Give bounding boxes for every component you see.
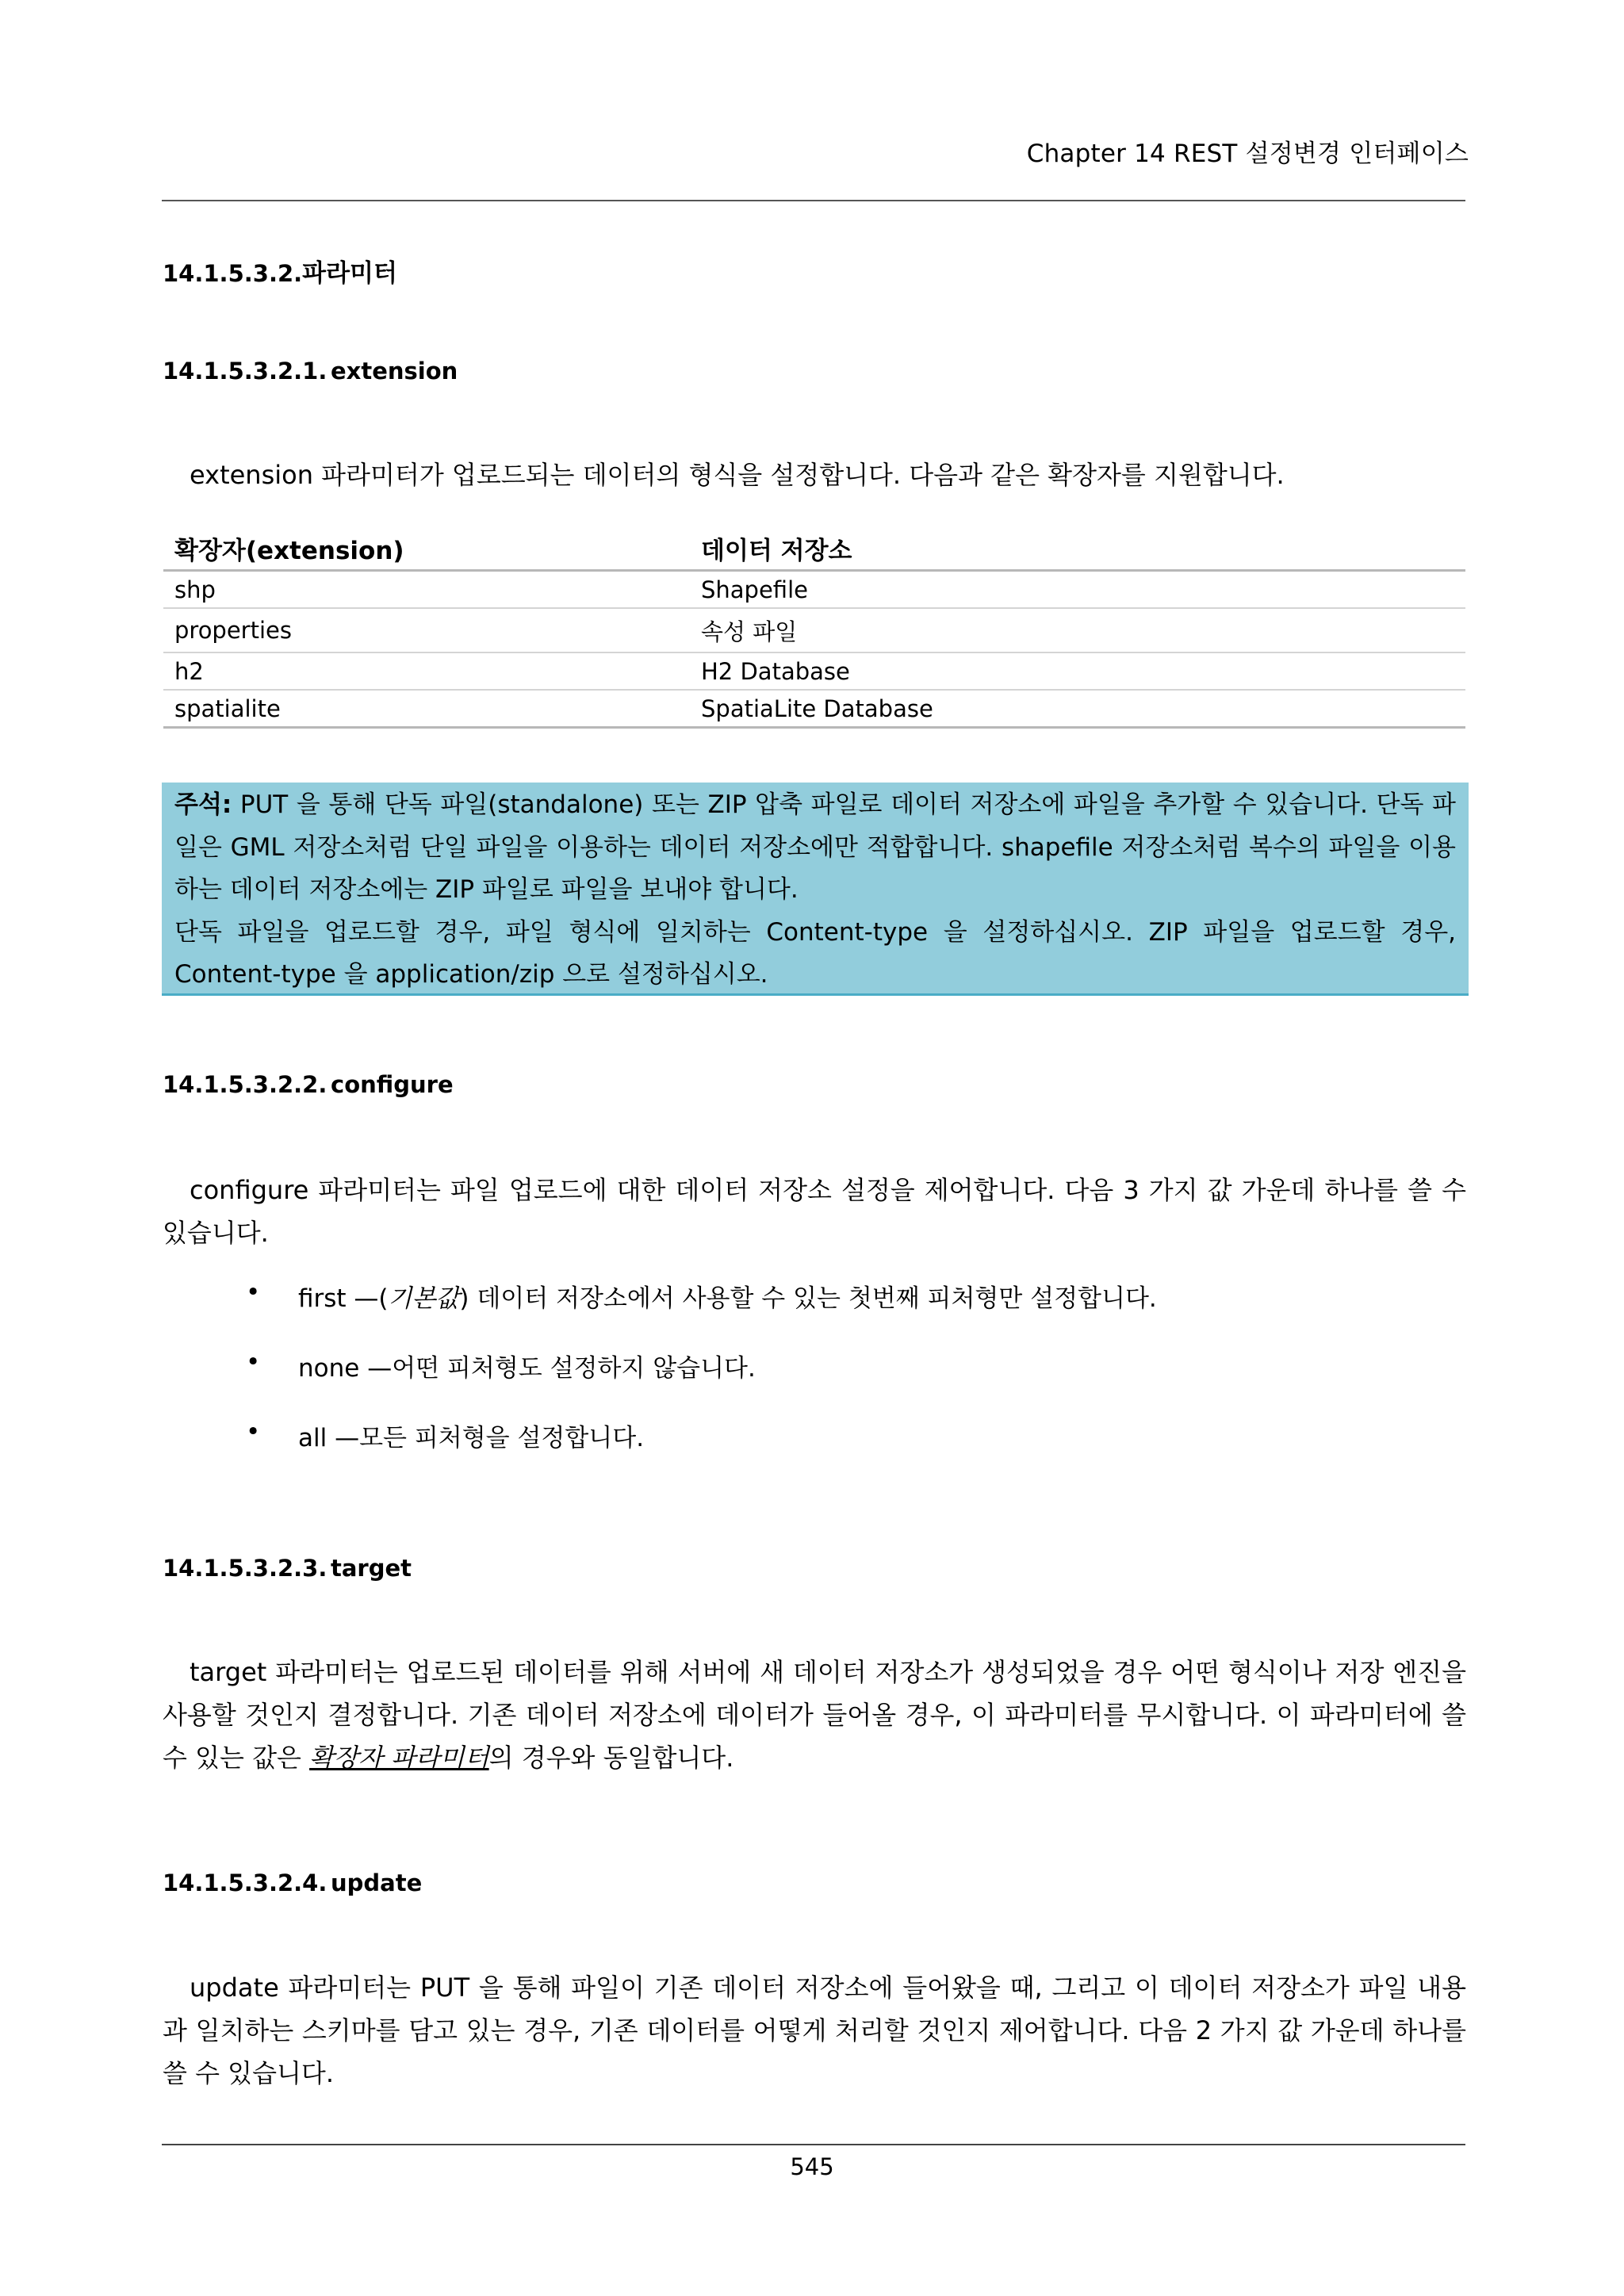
header-rule — [162, 200, 1465, 201]
section-heading-target: 14.1.5.3.2.3. target — [163, 1555, 412, 1582]
list-item: • none —어떤 피처형도 설정하지 않습니다. — [246, 1348, 756, 1383]
page-number: 545 — [790, 2153, 834, 2180]
table-row: h2 H2 Database — [163, 652, 1465, 690]
table-row: shp Shapefile — [163, 571, 1465, 609]
table-header-row — [163, 526, 1465, 571]
extension-param-link[interactable]: 확장자 파라미터 — [309, 1743, 489, 1773]
configure-intro: configure 파라미터는 파일 업로드에 대한 데이터 저장소 설정을 제어합니다. 다음 3 가지 값 가운데 하나를 쓸 수 있습니다. — [163, 1175, 1466, 1248]
section-heading-update: 14.1.5.3.2.4. update — [163, 1869, 423, 1896]
note-text-1: PUT 을 통해 단독 파일(standalone) 또는 ZIP 압축 파일로 데이터 저장소에 파일을 추가할 수 있습니다. 단독 파일은 GML 저장소처럼 단일 파일을 이용하는 데이터 저장소에만 적합합니다. shapefile 저장소처럼 복수의 파일을 이용하는 데이터 저장소에는 ZIP 파일로 파일을 보내야 합니다. — [174, 790, 1456, 904]
section-heading-params: 14.1.5.3.2.파라미터 — [163, 259, 397, 288]
footer-rule — [162, 2144, 1465, 2145]
target-body: target 파라미터는 업로드된 데이터를 위해 서버에 새 데이터 저장소가 생성되었을 경우 어떤 형식이나 저장 엔진을 사용할 것인지 결정합니다. 기존 데이터 저장소에 데이터가 들어올 경우, 이 파라미터를 무시합니다. 이 파라미터에 쓸 수 있는 값은 확장자 파라미터의 경우와 동일합니다. — [163, 1657, 1466, 1773]
bullet-icon: • — [246, 1278, 261, 1307]
running-header: Chapter 14 REST 설정변경 인터페이스 — [1026, 140, 1469, 168]
table-header-datastore: 데이터 저장소 — [690, 526, 1465, 571]
table-row: properties 속성 파일 — [163, 608, 1465, 652]
configure-values-list — [238, 1278, 1157, 1487]
list-item: • first —(기본값) 데이터 저장소에서 사용할 수 있는 첫번째 피처형만 설정합니다. — [246, 1278, 1157, 1313]
bullet-icon: • — [246, 1418, 261, 1446]
list-item: • all —모든 피처형을 설정합니다. — [246, 1418, 645, 1452]
bullet-icon: • — [246, 1348, 261, 1376]
table-header-extension: 확장자(extension) — [163, 526, 690, 571]
note-label: 주석: — [174, 790, 232, 819]
extension-table — [163, 526, 1465, 729]
section-heading-configure: 14.1.5.3.2.2. configure — [163, 1071, 454, 1098]
extension-intro: extension 파라미터가 업로드되는 데이터의 형식을 설정합니다. 다음과 같은 확장자를 지원합니다. — [190, 460, 1285, 490]
note-box — [162, 783, 1469, 996]
section-heading-extension: 14.1.5.3.2.1. extension — [163, 358, 458, 385]
table-row: spatialite SpatiaLite Database — [163, 690, 1465, 728]
update-intro: update 파라미터는 PUT 을 통해 파일이 기존 데이터 저장소에 들어왔을 때, 그리고 이 데이터 저장소가 파일 내용과 일치하는 스키마를 담고 있는 경우, 기존 데이터를 어떻게 처리할 것인지 제어합니다. 다음 2 가지 값 가운데 하나를 쓸 수 있습니다. — [163, 1973, 1466, 2088]
note-text-2: 단독 파일을 업로드할 경우, 파일 형식에 일치하는 Content-type 을 설정하십시오. ZIP 파일을 업로드할 경우, Content-type 을 application/zip 으로 설정하십시오. — [174, 917, 1456, 989]
